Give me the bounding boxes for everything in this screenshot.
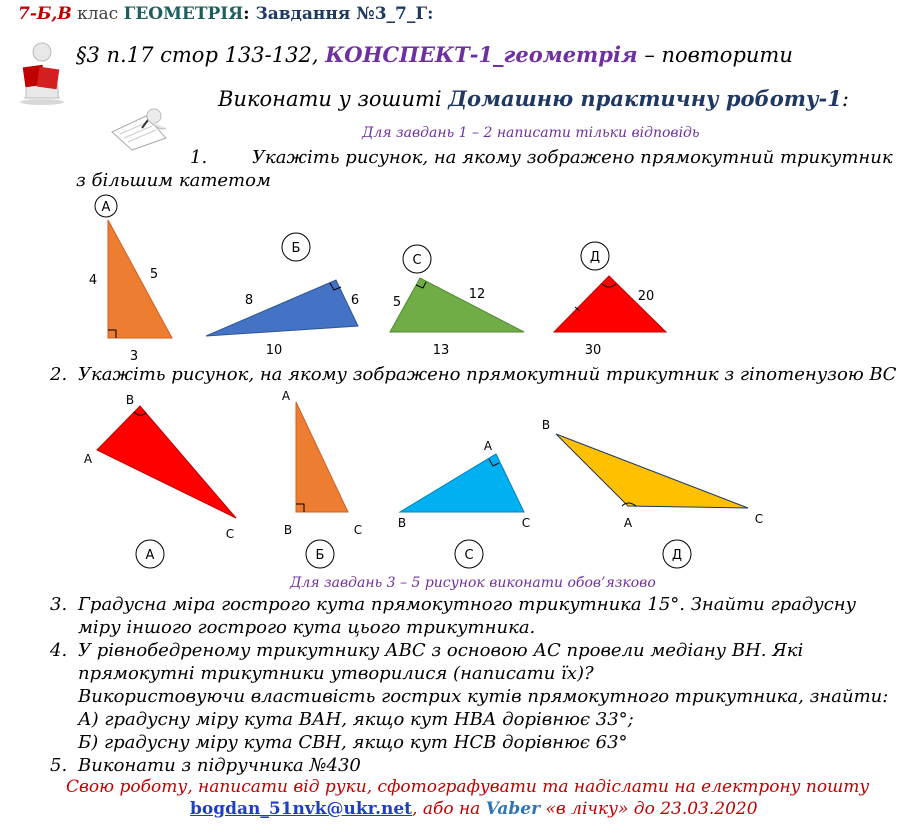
- figure2-c-cyan-triangle: [398, 439, 530, 568]
- figure2-d-vertex-c: С: [754, 512, 764, 526]
- figure-c-side-right: 12: [468, 287, 486, 302]
- task5-number: 5.: [50, 755, 68, 776]
- task4-line2: прямокутні трикутники утворилися (написати їх)?: [78, 663, 594, 684]
- figure2-b-vertex-c: С: [353, 523, 363, 537]
- lesson-line: [76, 42, 793, 67]
- figure2-c-vertex-c: С: [521, 516, 531, 530]
- figure-d-red-triangle: [554, 242, 666, 358]
- figure-d-side-right: 20: [637, 289, 655, 304]
- footer-instruction: Свою роботу, написати від руки, сфотографувати та надіслати на електрону пошту: [66, 777, 870, 797]
- task3-number: 3.: [50, 594, 68, 615]
- note-tasks-1-2: Для завдань 1 – 2 написати тільки відповідь: [362, 125, 700, 141]
- task4-number: 4.: [50, 640, 68, 661]
- task2-line: [50, 364, 896, 385]
- footer-deadline: «в лічку» до 23.03.2020: [540, 799, 758, 819]
- email-link[interactable]: bogdan_51nvk@ukr.net: [190, 799, 413, 819]
- figure-c-green-triangle: [390, 245, 524, 358]
- figure2-a-vertex-a: А: [83, 452, 93, 466]
- class-label: 7-Б,В: [18, 4, 72, 24]
- task2-figures: [0, 386, 922, 578]
- task4-line3: Використовуючи властивість гострих кутів прямокутного трикутника, знайти:: [78, 686, 889, 707]
- figure-a-label: А: [101, 200, 111, 215]
- task2-number: 2.: [50, 364, 68, 385]
- figure-a-orange-triangle: [89, 195, 172, 364]
- figure2-d-vertex-a: А: [623, 516, 633, 530]
- task5-line: [50, 755, 361, 776]
- figure-d-side-bottom: 30: [584, 343, 602, 358]
- task5-text: Виконати з підручника №430: [78, 755, 361, 776]
- figure-a-leg-left: 4: [88, 273, 98, 288]
- figure-b-side-left: 8: [244, 293, 254, 308]
- figure2-d-yellow-triangle: [542, 418, 763, 568]
- figure2-d-vertex-b: В: [541, 418, 551, 432]
- figure-c-side-left: 5: [392, 295, 402, 310]
- figure2-c-vertex-a: А: [483, 439, 493, 453]
- class-word: клас: [71, 4, 124, 24]
- task3-line1: [50, 594, 856, 615]
- figure2-b-label: Б: [315, 548, 325, 563]
- subject: ГЕОМЕТРІЯ: [123, 4, 244, 24]
- task1-figures: [0, 190, 922, 365]
- note-tasks-3-5: Для завдань 3 – 5 рисунок виконати обов’язково: [290, 575, 656, 591]
- figure-b-blue-triangle: [206, 233, 359, 358]
- figure2-a-vertex-c: С: [225, 527, 235, 541]
- figure-c-label: С: [412, 253, 422, 268]
- reading-person-icon: [16, 40, 66, 106]
- task4-line5: Б) градусну міру кута СВН, якщо кут НСВ дорівнює 63°: [78, 732, 628, 753]
- task4-line4: А) градусну міру кута ВАН, якщо кут НВА дорівнює 33°;: [78, 709, 634, 730]
- task1-line2: з більшим катетом: [76, 170, 271, 191]
- lesson-prefix: §3 п.17 стор 133-132,: [76, 43, 326, 67]
- figure2-a-red-triangle: [84, 393, 236, 568]
- figure2-c-label: С: [464, 548, 474, 563]
- writing-hand-icon: [108, 108, 170, 152]
- figure2-a-label: А: [145, 548, 155, 563]
- instruction-line: [218, 86, 849, 111]
- figure2-b-vertex-b: В: [283, 523, 293, 537]
- vaber-label: Vaber: [485, 799, 541, 819]
- task-title: Завдання №3_7_Г:: [255, 4, 434, 24]
- header-colon: :: [243, 4, 256, 24]
- figure-a-hypotenuse: 5: [149, 267, 159, 282]
- instruction-prefix: Виконати у зошиті: [218, 87, 449, 111]
- task4-text1: У рівнобедреному трикутнику АВС з основою АС провели медіану ВН. Які: [78, 640, 804, 661]
- figure2-d-label: Д: [671, 548, 683, 563]
- figure-b-label: Б: [291, 241, 301, 256]
- task3-line2: міру іншого гострого кута цього трикутника.: [78, 617, 536, 638]
- task1-number: 1.: [190, 147, 208, 168]
- header: [18, 4, 433, 24]
- figure2-b-orange-triangle: [282, 389, 362, 568]
- figure2-c-vertex-b: В: [397, 516, 407, 530]
- figure-b-side-bottom: 10: [265, 343, 283, 358]
- task2-text: Укажіть рисунок, на якому зображено прямокутний трикутник з гіпотенузою ВС: [78, 364, 897, 385]
- footer-mid: , або на: [412, 799, 486, 819]
- footer-contact-line: [190, 799, 758, 819]
- figure2-a-vertex-b: В: [125, 393, 135, 407]
- figure-d-label: Д: [589, 250, 601, 265]
- figure-a-leg-bottom: 3: [129, 349, 139, 364]
- task1-text: Укажіть рисунок, на якому зображено прямокутний трикутник: [252, 147, 893, 168]
- task3-text1: Градусна міра гострого кута прямокутного трикутника 15°. Знайти градусну: [78, 594, 857, 615]
- practical-work-title: Домашню практичну роботу-1: [448, 86, 842, 111]
- task4-line1: [50, 640, 803, 661]
- konspekt-title: КОНСПЕКТ-1_геометрія: [325, 42, 638, 67]
- figure2-b-vertex-a: А: [281, 389, 291, 403]
- figure-b-side-right: 6: [350, 293, 360, 308]
- lesson-suffix: – повторити: [637, 43, 793, 67]
- instruction-suffix: :: [841, 87, 849, 111]
- figure-c-side-bottom: 13: [432, 343, 450, 358]
- task1-line1: [190, 147, 893, 168]
